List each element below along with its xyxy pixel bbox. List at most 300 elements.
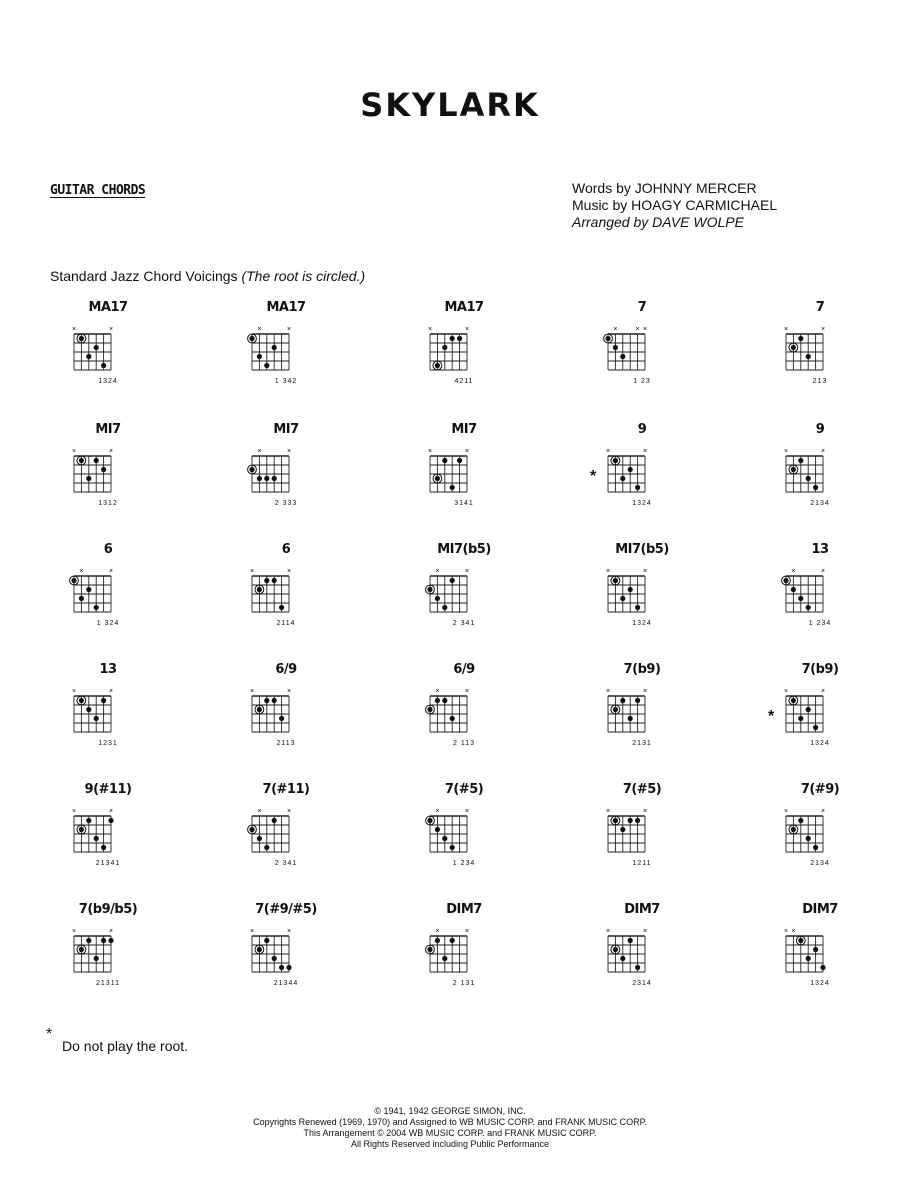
finger-dot <box>798 818 803 823</box>
chord-diagram <box>768 662 872 772</box>
root-finger-dot <box>257 947 262 952</box>
root-finger-dot <box>613 458 618 463</box>
finger-dot <box>798 716 803 721</box>
chord-name: 7(#11) <box>262 782 310 797</box>
fingering-label: 1324 <box>810 980 830 987</box>
muted-string-marker: × <box>427 448 433 455</box>
finger-dot <box>450 716 455 721</box>
finger-dot <box>108 818 113 823</box>
finger-dot <box>272 476 277 481</box>
chord-name: MI7 <box>95 422 121 437</box>
fingering-label: 2113 <box>276 740 296 747</box>
muted-string-marker: × <box>108 928 114 935</box>
finger-dot <box>442 836 447 841</box>
muted-string-marker: × <box>605 808 611 815</box>
muted-string-marker: × <box>791 568 796 575</box>
chord-diagram <box>782 300 872 410</box>
fingering-label: 1231 <box>98 740 118 747</box>
muted-string-marker: × <box>108 568 114 575</box>
chord-diagram <box>590 422 694 532</box>
muted-string-marker: × <box>642 688 648 695</box>
finger-dot <box>435 938 440 943</box>
fingering-label: 3141 <box>454 500 474 507</box>
finger-dot <box>94 716 99 721</box>
section-label: GUITAR CHORDS <box>50 183 146 198</box>
root-finger-dot <box>427 818 432 823</box>
fingering-label: 1 234 <box>452 860 476 867</box>
lyricist-credit: Words by JOHNNY MERCER <box>572 180 757 196</box>
muted-string-marker: × <box>464 568 470 575</box>
finger-dot <box>272 956 277 961</box>
root-finger-dot <box>791 698 796 703</box>
chord-name: MA17 <box>444 300 484 315</box>
muted-string-marker: × <box>820 808 826 815</box>
fretboard-diagram <box>70 320 146 380</box>
fretboard-diagram <box>70 562 146 622</box>
muted-string-marker: × <box>108 808 114 815</box>
fretboard-diagram <box>782 922 858 982</box>
chord-diagram <box>70 782 160 892</box>
voicings-title: Standard Jazz Chord Voicings <box>50 268 238 284</box>
muted-string-marker: × <box>820 326 826 333</box>
muted-string-marker: × <box>286 808 292 815</box>
chord-name: 6/9 <box>275 662 297 677</box>
muted-string-marker: × <box>108 448 114 455</box>
fretboard-diagram <box>604 922 680 982</box>
root-finger-dot <box>427 587 432 592</box>
finger-dot <box>264 578 269 583</box>
fingering-label: 2131 <box>632 740 652 747</box>
fingering-label: 2114 <box>276 620 296 627</box>
root-finger-dot <box>71 578 76 583</box>
finger-dot <box>450 938 455 943</box>
finger-dot <box>257 476 262 481</box>
fingering-label: 2314 <box>632 980 652 987</box>
chord-name: MA17 <box>266 300 306 315</box>
muted-string-marker: × <box>605 928 611 935</box>
fretboard-diagram <box>782 320 858 380</box>
chord-name: 7(#5) <box>444 782 484 797</box>
finger-dot <box>620 827 625 832</box>
chord-name: 9(#11) <box>84 782 132 797</box>
muted-string-marker: × <box>783 448 789 455</box>
finger-dot <box>628 587 633 592</box>
fretboard-diagram <box>426 682 502 742</box>
finger-dot <box>442 345 447 350</box>
chord-name: 7 <box>637 300 647 315</box>
fingering-label: 213 <box>812 378 828 385</box>
finger-dot <box>620 956 625 961</box>
fretboard-diagram <box>70 682 146 742</box>
muted-string-marker: × <box>464 448 470 455</box>
finger-dot <box>435 596 440 601</box>
fingering-label: 1 234 <box>808 620 832 627</box>
root-finger-dot <box>435 476 440 481</box>
finger-dot <box>635 485 640 490</box>
fretboard-diagram <box>604 562 680 622</box>
muted-string-marker: × <box>71 688 77 695</box>
muted-string-marker: × <box>257 326 262 333</box>
muted-string-marker: × <box>464 928 470 935</box>
chord-name: DIM7 <box>624 902 660 917</box>
muted-string-marker: × <box>71 326 77 333</box>
chord-diagram <box>426 300 516 410</box>
finger-dot <box>272 818 277 823</box>
chord-name: 7(#5) <box>622 782 662 797</box>
muted-string-marker: × <box>71 928 77 935</box>
fretboard-diagram <box>782 682 858 742</box>
fretboard-diagram <box>604 802 680 862</box>
muted-string-marker: × <box>286 928 292 935</box>
finger-dot <box>94 605 99 610</box>
chord-diagram <box>604 662 694 772</box>
finger-dot <box>272 698 277 703</box>
copyright-line: Copyrights Renewed (1969, 1970) and Assigned to WB MUSIC CORP. and FRANK MUSIC CORP. <box>253 1117 647 1127</box>
fingering-label: 1312 <box>98 500 118 507</box>
finger-dot <box>806 354 811 359</box>
chord-diagram <box>248 782 338 892</box>
muted-string-marker: × <box>605 688 611 695</box>
finger-dot <box>86 476 91 481</box>
finger-dot <box>94 956 99 961</box>
chord-name: 13 <box>811 542 829 557</box>
fretboard-diagram <box>426 320 502 380</box>
footnote-text: Do not play the root. <box>62 1038 189 1054</box>
muted-string-marker: × <box>249 928 255 935</box>
finger-dot <box>101 698 106 703</box>
root-finger-dot <box>249 467 254 472</box>
chord-diagram <box>426 782 516 892</box>
muted-string-marker: × <box>435 568 440 575</box>
fretboard-diagram <box>70 922 146 982</box>
fretboard-diagram <box>248 682 324 742</box>
fingering-label: 1211 <box>632 860 652 867</box>
muted-string-marker: × <box>820 568 826 575</box>
muted-string-marker: × <box>71 808 77 815</box>
muted-string-marker: × <box>783 326 789 333</box>
root-finger-dot <box>613 947 618 952</box>
muted-string-marker: × <box>249 568 255 575</box>
finger-dot <box>94 836 99 841</box>
chord-diagram <box>604 902 694 1012</box>
finger-dot <box>628 467 633 472</box>
finger-dot <box>86 818 91 823</box>
fretboard-diagram <box>782 802 858 862</box>
muted-string-marker: × <box>605 568 611 575</box>
fingering-label: 1324 <box>632 500 652 507</box>
root-finger-dot <box>605 336 610 341</box>
finger-dot <box>79 596 84 601</box>
finger-dot <box>798 458 803 463</box>
chord-diagram <box>426 422 516 532</box>
finger-dot <box>628 938 633 943</box>
finger-dot <box>101 363 106 368</box>
finger-dot <box>457 458 462 463</box>
finger-dot <box>435 827 440 832</box>
copyright-line: All Rights Reserved including Public Performance <box>350 1139 550 1149</box>
song-title: SKYLARK <box>360 86 540 124</box>
finger-dot <box>806 836 811 841</box>
root-finger-dot <box>79 336 84 341</box>
root-finger-dot <box>613 818 618 823</box>
finger-dot <box>108 938 113 943</box>
fretboard-diagram <box>248 320 324 380</box>
chord-name: DIM7 <box>802 902 838 917</box>
root-finger-dot <box>79 458 84 463</box>
finger-dot <box>620 476 625 481</box>
chord-diagram <box>604 542 694 652</box>
copyright-line: This Arrangement © 2004 WB MUSIC CORP. and FRANK MUSIC CORP. <box>303 1128 597 1138</box>
copyright-block <box>150 1106 750 1150</box>
finger-dot <box>813 947 818 952</box>
root-finger-dot <box>79 827 84 832</box>
finger-dot <box>620 596 625 601</box>
finger-dot <box>450 578 455 583</box>
chord-name: 13 <box>99 662 117 677</box>
root-finger-dot <box>791 827 796 832</box>
chord-diagram <box>782 782 872 892</box>
fingering-label: 2 333 <box>274 500 298 507</box>
chord-diagram <box>248 422 338 532</box>
no-root-marker: * <box>768 708 775 725</box>
muted-string-marker: × <box>71 448 77 455</box>
fingering-label: 2 131 <box>452 980 476 987</box>
chord-diagram <box>70 422 160 532</box>
finger-dot <box>635 698 640 703</box>
finger-dot <box>286 965 291 970</box>
fingering-label: 21344 <box>273 980 299 987</box>
root-finger-dot <box>798 938 803 943</box>
finger-dot <box>813 725 818 730</box>
muted-string-marker: × <box>820 448 826 455</box>
muted-string-marker: × <box>642 568 648 575</box>
chord-name: 7 <box>815 300 825 315</box>
finger-dot <box>791 587 796 592</box>
fretboard-diagram <box>426 802 502 862</box>
finger-dot <box>635 965 640 970</box>
finger-dot <box>635 605 640 610</box>
finger-dot <box>257 354 262 359</box>
muted-string-marker: × <box>642 448 648 455</box>
fingering-label: 2 341 <box>274 860 298 867</box>
finger-dot <box>86 354 91 359</box>
finger-dot <box>620 698 625 703</box>
finger-dot <box>635 818 640 823</box>
footnote-marker: * <box>46 1026 53 1043</box>
chord-name: 9 <box>815 422 825 437</box>
fingering-label: 4211 <box>454 378 474 385</box>
chord-name: 7(b9/b5) <box>78 902 138 917</box>
finger-dot <box>272 345 277 350</box>
no-root-marker: * <box>590 468 597 485</box>
muted-string-marker: × <box>605 448 611 455</box>
chord-diagram <box>604 782 694 892</box>
root-finger-dot <box>249 336 254 341</box>
root-finger-dot <box>783 578 788 583</box>
chord-diagram <box>248 902 338 1012</box>
fingering-label: 1 324 <box>96 620 120 627</box>
muted-string-marker: × <box>286 568 292 575</box>
chord-diagram <box>70 662 160 772</box>
finger-dot <box>94 345 99 350</box>
muted-string-marker: × <box>427 326 433 333</box>
chord-diagram <box>248 542 338 652</box>
finger-dot <box>806 956 811 961</box>
chord-name: MI7 <box>451 422 477 437</box>
fretboard-diagram <box>426 922 502 982</box>
finger-dot <box>94 458 99 463</box>
finger-dot <box>442 698 447 703</box>
muted-string-marker: × <box>257 808 262 815</box>
finger-dot <box>450 845 455 850</box>
finger-dot <box>450 336 455 341</box>
finger-dot <box>613 345 618 350</box>
fingering-label: 1 23 <box>633 378 651 385</box>
fingering-label: 2 113 <box>453 740 475 747</box>
muted-string-marker: × <box>286 448 292 455</box>
muted-string-marker: × <box>464 326 470 333</box>
finger-dot <box>457 336 462 341</box>
finger-dot <box>264 476 269 481</box>
finger-dot <box>628 818 633 823</box>
finger-dot <box>806 605 811 610</box>
muted-string-marker: × <box>635 326 640 333</box>
fingering-label: 1324 <box>632 620 652 627</box>
fingering-label: 2 341 <box>452 620 476 627</box>
chord-diagram <box>604 300 694 410</box>
finger-dot <box>798 596 803 601</box>
fretboard-diagram <box>426 562 502 622</box>
finger-dot <box>442 458 447 463</box>
muted-string-marker: × <box>783 928 789 935</box>
muted-string-marker: × <box>108 326 114 333</box>
chord-diagram <box>70 300 160 410</box>
muted-string-marker: × <box>820 688 826 695</box>
muted-string-marker: × <box>642 808 648 815</box>
chord-name: MA17 <box>88 300 128 315</box>
finger-dot <box>450 485 455 490</box>
finger-dot <box>442 605 447 610</box>
root-finger-dot <box>79 698 84 703</box>
chord-diagram <box>426 662 516 772</box>
chord-diagram <box>248 300 338 410</box>
fretboard-diagram <box>70 802 146 862</box>
finger-dot <box>264 845 269 850</box>
chord-name: MI7 <box>273 422 299 437</box>
finger-dot <box>279 965 284 970</box>
chord-name: 6/9 <box>453 662 475 677</box>
muted-string-marker: × <box>286 326 292 333</box>
chord-name: 7(#9/#5) <box>255 902 317 917</box>
muted-string-marker: × <box>642 928 648 935</box>
chord-name: 7(#9) <box>800 782 840 797</box>
finger-dot <box>101 938 106 943</box>
fretboard-diagram <box>782 442 858 502</box>
chord-diagram <box>782 542 872 652</box>
fingering-label: 21311 <box>96 980 120 987</box>
chord-diagram <box>426 542 516 652</box>
finger-dot <box>435 698 440 703</box>
fretboard-diagram <box>70 442 146 502</box>
muted-string-marker: × <box>464 808 470 815</box>
fingering-label: 1324 <box>810 740 830 747</box>
chord-name: MI7(b5) <box>437 542 491 557</box>
finger-dot <box>264 698 269 703</box>
muted-string-marker: × <box>435 808 440 815</box>
chord-name: 7(b9) <box>801 662 839 677</box>
chord-diagram <box>426 902 516 1012</box>
finger-dot <box>279 605 284 610</box>
fingering-label: 1 342 <box>274 378 298 385</box>
muted-string-marker: × <box>642 326 648 333</box>
finger-dot <box>806 707 811 712</box>
finger-dot <box>820 965 825 970</box>
finger-dot <box>264 363 269 368</box>
finger-dot <box>257 836 262 841</box>
muted-string-marker: × <box>249 688 255 695</box>
finger-dot <box>272 578 277 583</box>
finger-dot <box>279 716 284 721</box>
muted-string-marker: × <box>783 808 789 815</box>
muted-string-marker: × <box>435 928 440 935</box>
finger-dot <box>620 354 625 359</box>
fretboard-diagram <box>248 802 324 862</box>
fretboard-diagram <box>604 442 680 502</box>
finger-dot <box>86 707 91 712</box>
credits <box>572 180 872 231</box>
muted-string-marker: × <box>783 688 789 695</box>
root-finger-dot <box>427 707 432 712</box>
root-finger-dot <box>249 827 254 832</box>
finger-dot <box>86 587 91 592</box>
muted-string-marker: × <box>257 448 262 455</box>
muted-string-marker: × <box>108 688 114 695</box>
fingering-label: 1324 <box>98 378 118 385</box>
composer-credit: Music by HOAGY CARMICHAEL <box>572 197 778 213</box>
fretboard-diagram <box>426 442 502 502</box>
muted-string-marker: × <box>286 688 292 695</box>
chord-diagram <box>782 902 872 1012</box>
copyright-line: © 1941, 1942 GEORGE SIMON, INC. <box>374 1106 526 1116</box>
fretboard-diagram <box>248 442 324 502</box>
finger-dot <box>813 485 818 490</box>
muted-string-marker: × <box>435 688 440 695</box>
fingering-label: 21341 <box>95 860 121 867</box>
finger-dot <box>798 336 803 341</box>
chord-name: 9 <box>637 422 647 437</box>
root-finger-dot <box>613 578 618 583</box>
chord-name: DIM7 <box>446 902 482 917</box>
chord-name: 7(b9) <box>623 662 661 677</box>
muted-string-marker: × <box>791 928 796 935</box>
arranger-credit: Arranged by DAVE WOLPE <box>572 214 744 230</box>
fretboard-diagram <box>604 682 680 742</box>
finger-dot <box>442 956 447 961</box>
voicings-subtitle <box>50 268 365 284</box>
chord-name: 6 <box>103 542 113 557</box>
root-finger-dot <box>257 707 262 712</box>
chord-diagram <box>70 542 160 652</box>
chord-diagram <box>70 902 160 1012</box>
root-finger-dot <box>257 587 262 592</box>
finger-dot <box>101 845 106 850</box>
finger-dot <box>813 845 818 850</box>
root-finger-dot <box>435 363 440 368</box>
muted-string-marker: × <box>613 326 618 333</box>
finger-dot <box>86 938 91 943</box>
finger-dot <box>101 467 106 472</box>
finger-dot <box>628 716 633 721</box>
